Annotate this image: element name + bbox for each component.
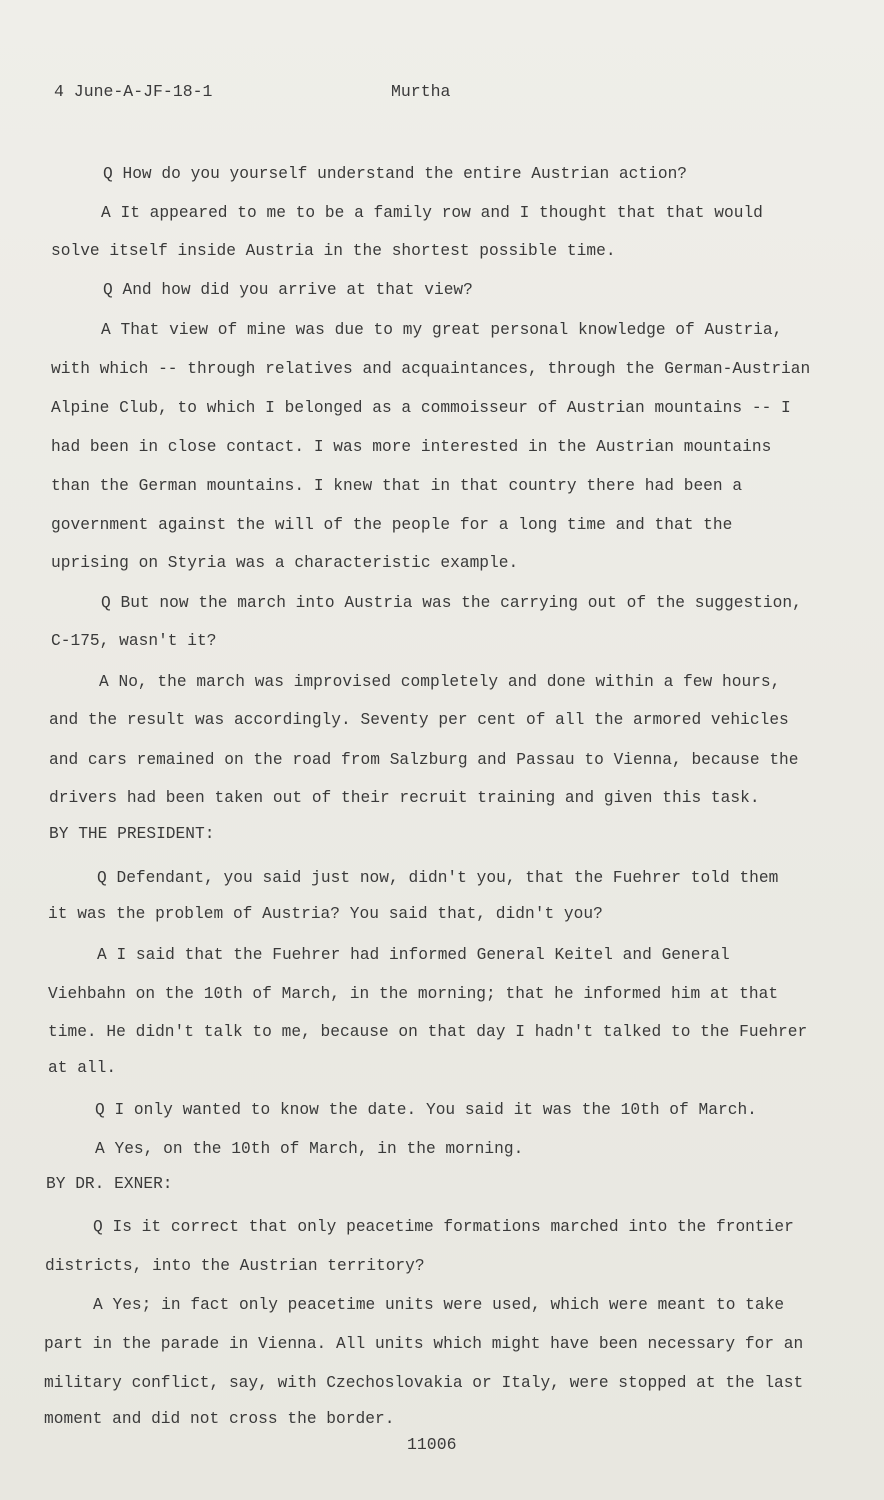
transcript-line: Viehbahn on the 10th of March, in the morning; that he informed him at that [48,985,779,1003]
transcript-line: Q How do you yourself understand the entire Austrian action? [103,165,688,183]
page-header [54,82,854,108]
transcript-line: A It appeared to me to be a family row and I thought that that would [101,204,763,222]
transcript-line: A Yes; in fact only peacetime units were used, which were meant to take [93,1296,785,1314]
transcript-line: time. He didn't talk to me, because on that day I hadn't talked to the Fuehrer [48,1023,808,1041]
document-id: 4 June-A-JF-18-1 [54,82,213,101]
transcript-line: moment and did not cross the border. [44,1410,395,1428]
transcript-line: military conflict, say, with Czechoslovakia or Italy, were stopped at the last [44,1374,804,1392]
transcript-line: uprising on Styria was a characteristic example. [51,554,519,572]
transcript-line: C-175, wasn't it? [51,632,217,650]
transcript-line: at all. [48,1059,117,1077]
transcript-line: it was the problem of Austria? You said that, didn't you? [48,905,603,923]
transcript-line: than the German mountains. I knew that in that country there had been a [51,477,743,495]
transcript-line: A I said that the Fuehrer had informed General Keitel and General [97,946,730,964]
transcript-line: Q And how did you arrive at that view? [103,281,473,299]
transcript-line: had been in close contact. I was more interested in the Austrian mountains [51,438,772,456]
transcript-line: Q But now the march into Austria was the carrying out of the suggestion, [101,594,802,612]
transcript-line: Q I only wanted to know the date. You said it was the 10th of March. [95,1101,757,1119]
transcript-line: A No, the march was improvised completely and done within a few hours, [99,673,781,691]
transcript-line: Alpine Club, to which I belonged as a commoisseur of Austrian mountains -- I [51,399,791,417]
transcript-line: government against the will of the people for a long time and that the [51,516,733,534]
transcript-line: Q Defendant, you said just now, didn't you, that the Fuehrer told them [97,869,779,887]
transcript-line: districts, into the Austrian territory? [45,1257,425,1275]
witness-name: Murtha [391,82,451,101]
transcript-line: solve itself inside Austria in the shortest possible time. [51,242,616,260]
transcript-line: and the result was accordingly. Seventy per cent of all the armored vehicles [49,711,789,729]
transcript-line: and cars remained on the road from Salzburg and Passau to Vienna, because the [49,751,799,769]
transcript-line: Q Is it correct that only peacetime formations marched into the frontier [93,1218,794,1236]
page-number: 11006 [407,1435,457,1454]
transcript-line: drivers had been taken out of their recruit training and given this task. [49,789,760,807]
transcript-line: A Yes, on the 10th of March, in the morning. [95,1140,524,1158]
transcript-line: A That view of mine was due to my great personal knowledge of Austria, [101,321,783,339]
transcript-line: with which -- through relatives and acquaintances, through the German-Austrian [51,360,811,378]
transcript-line: part in the parade in Vienna. All units which might have been necessary for an [44,1335,804,1353]
section-heading: BY THE PRESIDENT: [49,825,215,843]
section-heading: BY DR. EXNER: [46,1175,173,1193]
